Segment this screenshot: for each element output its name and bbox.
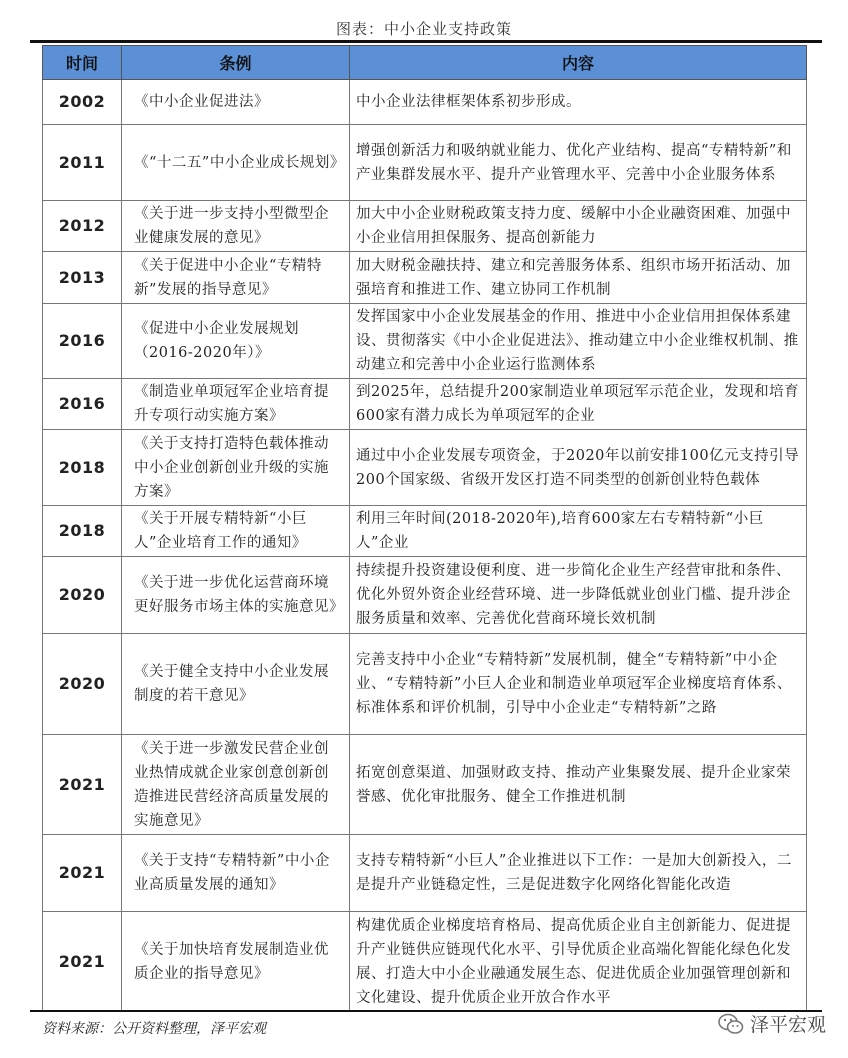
content-cell: 完善支持中小企业“专精特新”发展机制，健全“专精特新”中小企业、“专精特新”小巨人企业和制造业单项冠军企业梯度培育体系、标准体系和评价机制，引导中小企业走“专精特新”之路 <box>350 634 807 735</box>
content-cell: 持续提升投资建设便利度、进一步简化企业生产经营审批和条件、优化外贸外资企业经营环境、进一步降低就业创业门槛、提升涉企服务质量和效率、完善优化营商环境长效机制 <box>350 557 807 634</box>
figure-caption: 图表：中小企业支持政策 <box>335 20 512 38</box>
content-cell: 中小企业法律框架体系初步形成。 <box>350 80 807 125</box>
regulation-cell: 《关于健全支持中小企业发展制度的若干意见》 <box>122 634 350 735</box>
year-cell: 2016 <box>43 379 122 430</box>
regulation-cell: 《制造业单项冠军企业培育提升专项行动实施方案》 <box>122 379 350 430</box>
table-header-row <box>43 46 807 80</box>
table-row <box>43 735 807 835</box>
content-cell: 通过中小企业发展专项资金，于2020年以前安排100亿元支持引导200个国家级、省级开发区打造不同类型的创新创业特色载体 <box>350 430 807 506</box>
table-row <box>43 557 807 634</box>
year-cell: 2018 <box>43 430 122 506</box>
content-cell: 加大中小企业财税政策支持力度、缓解中小企业融资困难、加强中小企业信用担保服务、提高创新能力 <box>350 201 807 252</box>
header-regulation: 条例 <box>122 46 350 80</box>
content-cell: 支持专精特新“小巨人”企业推进以下工作：一是加大创新投入，二是提升产业链稳定性，三是促进数字化网络化智能化改造 <box>350 835 807 912</box>
content-cell: 到2025年，总结提升200家制造业单项冠军示范企业，发现和培育600家有潜力成长为单项冠军的企业 <box>350 379 807 430</box>
table-row <box>43 304 807 379</box>
table-row <box>43 80 807 125</box>
year-cell: 2002 <box>43 80 122 125</box>
content-cell: 发挥国家中小企业发展基金的作用、推进中小企业信用担保体系建设、贯彻落实《中小企业促进法》、推动建立中小企业维权机制、推动建立和完善中小企业运行监测体系 <box>350 304 807 379</box>
regulation-cell: 《关于支持打造特色载体推动中小企业创新创业升级的实施方案》 <box>122 430 350 506</box>
regulation-cell: 《促进中小企业发展规划（2016-2020年）》 <box>122 304 350 379</box>
header-time: 时间 <box>43 46 122 80</box>
year-cell: 2021 <box>43 912 122 1012</box>
year-cell: 2021 <box>43 835 122 912</box>
regulation-cell: 《中小企业促进法》 <box>122 80 350 125</box>
regulation-cell: 《关于进一步激发民营企业创业热情成就企业家创意创新创造推进民营经济高质量发展的实施意见》 <box>122 735 350 835</box>
content-cell: 构建优质企业梯度培育格局、提高优质企业自主创新能力、促进提升产业链供应链现代化水平、引导优质企业高端化智能化绿色化发展、打造大中小企业融通发展生态、促进优质企业加强管理创新和文化建设、提升优质企业开放合作水平 <box>350 912 807 1012</box>
year-cell: 2018 <box>43 506 122 557</box>
source-note: 资料来源：公开资料整理，泽平宏观 <box>42 1021 266 1037</box>
content-cell: 加大财税金融扶持、建立和完善服务体系、组织市场开拓活动、加强培育和推进工作、建立协同工作机制 <box>350 252 807 304</box>
regulation-cell: 《关于促进中小企业“专精特新”发展的指导意见》 <box>122 252 350 304</box>
table-row <box>43 379 807 430</box>
year-cell: 2021 <box>43 735 122 835</box>
table-row <box>43 835 807 912</box>
watermark <box>718 1010 826 1037</box>
content-cell: 拓宽创意渠道、加强财政支持、推动产业集聚发展、提升企业家荣誉感、优化审批服务、健全工作推进机制 <box>350 735 807 835</box>
year-cell: 2020 <box>43 634 122 735</box>
year-cell: 2012 <box>43 201 122 252</box>
content-cell: 增强创新活力和吸纳就业能力、优化产业结构、提高“专精特新”和产业集群发展水平、提升产业管理水平、完善中小企业服务体系 <box>350 125 807 201</box>
year-cell: 2016 <box>43 304 122 379</box>
header-content: 内容 <box>350 46 807 80</box>
regulation-cell: 《关于进一步支持小型微型企业健康发展的意见》 <box>122 201 350 252</box>
table-row <box>43 430 807 506</box>
table-row <box>43 201 807 252</box>
table-row <box>43 506 807 557</box>
wechat-icon <box>718 1013 744 1035</box>
table-row <box>43 912 807 1012</box>
regulation-cell: 《关于加快培育发展制造业优质企业的指导意见》 <box>122 912 350 1012</box>
bottom-rule <box>30 1010 822 1012</box>
top-rule <box>30 40 822 43</box>
regulation-cell: 《关于开展专精特新“小巨人”企业培育工作的通知》 <box>122 506 350 557</box>
regulation-cell: 《关于进一步优化运营商环境 更好服务市场主体的实施意见》 <box>122 557 350 634</box>
table-row <box>43 125 807 201</box>
content-cell: 利用三年时间(2018-2020年),培育600家左右专精特新“小巨人”企业 <box>350 506 807 557</box>
year-cell: 2011 <box>43 125 122 201</box>
table-row <box>43 252 807 304</box>
year-cell: 2013 <box>43 252 122 304</box>
year-cell: 2020 <box>43 557 122 634</box>
table-row <box>43 634 807 735</box>
regulation-cell: 《关于支持“专精特新”中小企业高质量发展的通知》 <box>122 835 350 912</box>
policy-table <box>42 45 807 1012</box>
brand-name: 泽平宏观 <box>749 1014 826 1036</box>
regulation-cell: 《“十二五”中小企业成长规划》 <box>122 125 350 201</box>
